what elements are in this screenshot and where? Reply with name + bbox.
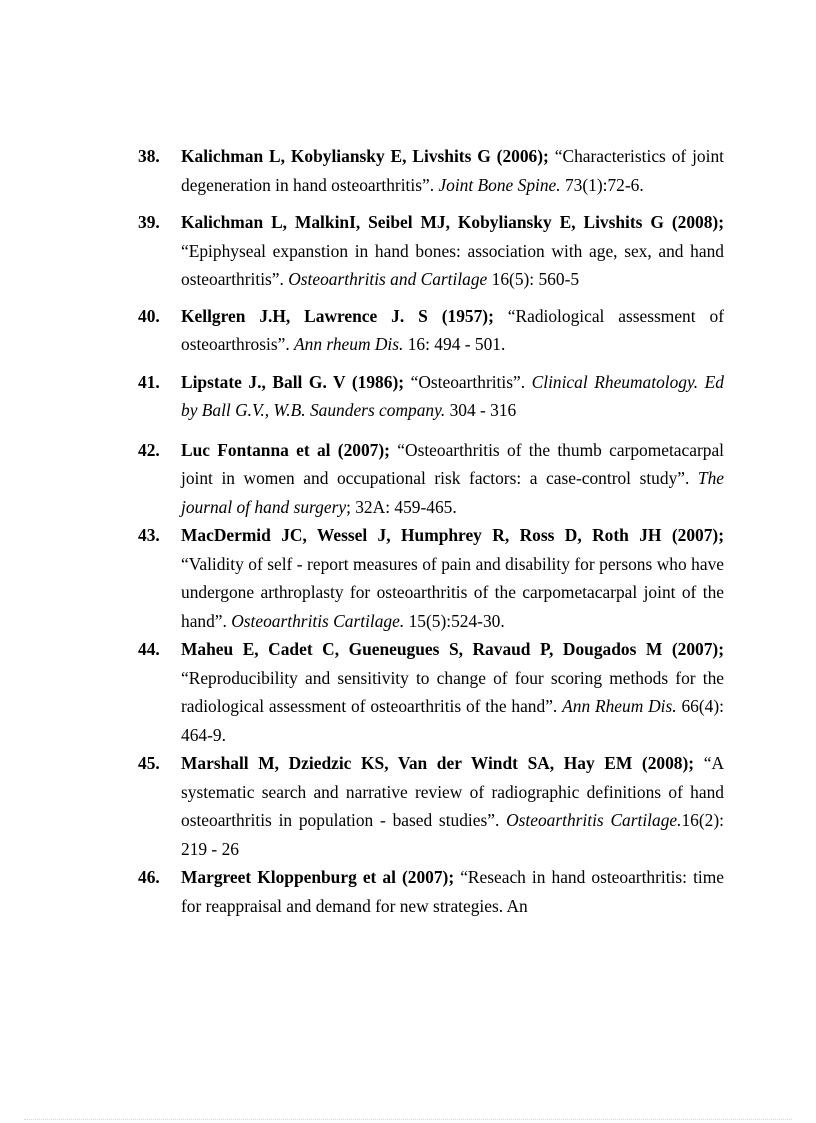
reference-details: 15(5):524-30. (408, 610, 505, 631)
reference-authors: MacDermid JC, Wessel J, Humphrey R, Ross D, Roth JH (2007); (181, 525, 724, 545)
reference-authors: Margreet Kloppenburg et al (2007); (181, 867, 455, 887)
reference-title: “Validity of self - report measures of pain and disability for persons who have undergone arthroplasty for osteoarthritis of the carpometacarpal joint of the hand”. (181, 553, 724, 631)
reference-number: 39. (138, 212, 160, 232)
reference-number: 43. (138, 525, 160, 545)
reference-title: “Radiological assessment of osteoarthrosis”. (181, 305, 724, 354)
reference-item (138, 635, 724, 749)
reference-details: 304 - 316 (449, 400, 517, 420)
reference-journal: Osteoarthritis and Cartilage (288, 269, 488, 289)
reference-item (138, 208, 724, 294)
reference-item (138, 863, 724, 920)
reference-number: 40. (138, 305, 160, 326)
reference-item (138, 436, 724, 522)
reference-authors: Kalichman L, MalkinI, Seibel MJ, Kobyliansky E, Livshits G (2008); (181, 212, 724, 232)
reference-journal: Ann Rheum Dis. (562, 696, 677, 716)
reference-journal: Ann rheum Dis. (294, 334, 404, 354)
reference-details: 16: 494 - 501. (407, 334, 506, 354)
page-boundary-divider (24, 1119, 792, 1120)
reference-journal: Clinical Rheumatology. Ed by Ball G.V., W.B. Saunders company. (181, 371, 724, 420)
reference-number: 45. (138, 753, 160, 773)
reference-list (138, 142, 724, 920)
reference-title: “Reseach in hand osteoarthritis: time for reappraisal and demand for new strategies. An (181, 867, 724, 916)
reference-title: “A systematic search and narrative review of radiographic definitions of hand osteoarthritis in population - based studies”. (181, 753, 724, 830)
reference-number: 41. (138, 371, 160, 392)
reference-details: 73(1):72-6. (564, 174, 644, 195)
reference-authors: Luc Fontanna et al (2007); (181, 439, 390, 460)
reference-authors: Marshall M, Dziedzic KS, Van der Windt SA, Hay EM (2008); (181, 753, 695, 773)
reference-authors: Kellgren J.H, Lawrence J. S (1957); (181, 305, 494, 326)
reference-journal: The journal of hand surgery (181, 468, 724, 517)
reference-journal: Osteoarthritis Cartilage. (231, 610, 405, 631)
reference-details: ; 32A: 459-465. (346, 496, 457, 517)
reference-number: 46. (138, 867, 160, 887)
reference-details: 16(5): 560-5 (491, 269, 580, 289)
reference-item (138, 302, 724, 359)
reference-details: 16(2): 219 - 26 (181, 810, 724, 859)
reference-item (138, 521, 724, 635)
reference-item (138, 368, 724, 425)
reference-authors: Lipstate J., Ball G. V (1986); (181, 371, 405, 392)
reference-title: “Reproducibility and sensitivity to change of four scoring methods for the radiological assessment of osteoarthritis of the hand”. (181, 667, 724, 716)
reference-authors: Maheu E, Cadet C, Gueneugues S, Ravaud P, Dougados M (2007); (181, 639, 724, 659)
reference-title: “Epiphyseal expanstion in hand bones: association with age, sex, and hand osteoarthritis”. (181, 240, 724, 289)
reference-title: “Osteoarthritis”. (410, 371, 526, 392)
reference-title: “Osteoarthritis of the thumb carpometacarpal joint in women and occupational risk factors: a case-control study”. (181, 439, 725, 488)
reference-title: “Characteristics of joint degeneration in hand osteoarthritis”. (181, 146, 724, 195)
reference-item (138, 142, 724, 199)
reference-number: 38. (138, 146, 160, 166)
reference-number: 44. (138, 639, 160, 659)
reference-number: 42. (138, 439, 160, 460)
reference-authors: Kalichman L, Kobyliansky E, Livshits G (2006); (181, 146, 549, 166)
reference-journal: Osteoarthritis Cartilage. (506, 810, 682, 830)
reference-details: 66(4): 464-9. (181, 696, 724, 745)
reference-item (138, 749, 724, 863)
reference-journal: Joint Bone Spine. (438, 174, 561, 195)
